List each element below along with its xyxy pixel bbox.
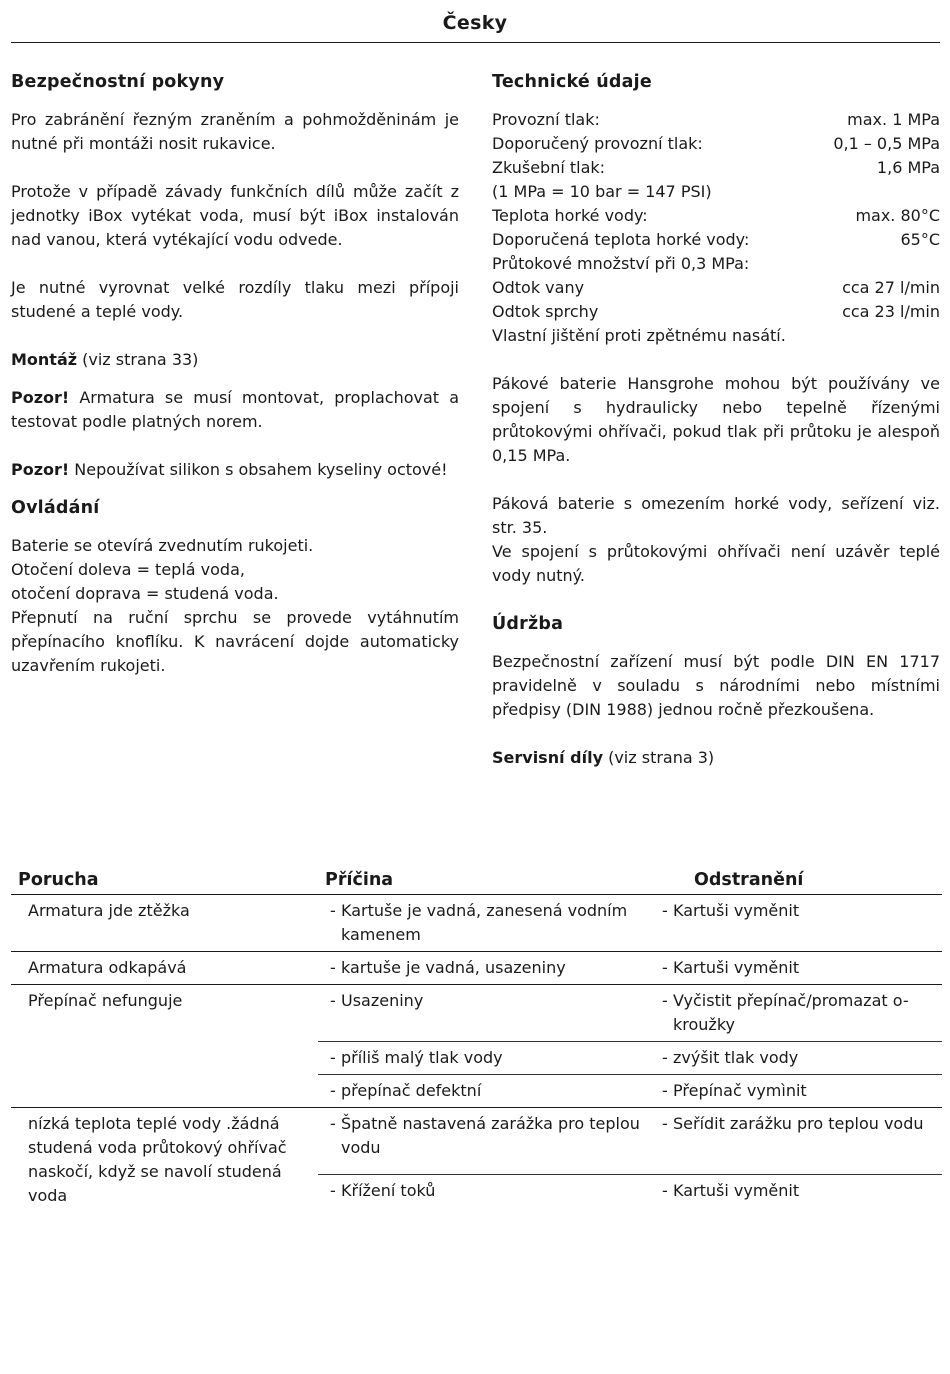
tech-heading: Technické údaje: [492, 72, 652, 92]
operation-line-3: otočení doprava = studená voda.: [11, 584, 279, 603]
tech-paragraph-2: Páková baterie s omezením horké vody, seřízení viz. str. 35.: [492, 494, 940, 537]
maintenance-heading: Údržba: [492, 614, 564, 634]
spec-label: Vlastní jištění proti zpětnému nasátí.: [492, 326, 786, 345]
header-fault: Porucha: [11, 866, 318, 895]
warning-1-label: Pozor!: [11, 388, 70, 407]
service-page-ref: (viz strana 3): [603, 748, 715, 767]
spec-value: 65°C: [900, 230, 940, 249]
table-row: [11, 895, 942, 952]
safety-paragraph-1: Pro zabránění řezným zraněním a pohmožděninám je nutné při montáži nosit rukavice.: [11, 110, 459, 153]
tech-paragraph-3: Ve spojení s průtokovými ohřívači není uzávěr teplé vody nutný.: [492, 542, 940, 585]
fix-cell: - Vyčistit přepínač/promazat o-kroužky: [662, 985, 942, 1042]
table-header-row: [11, 866, 942, 895]
safety-paragraph-2: Protože v případě závady funkčních dílů může začít z jednotky iBox vytékat voda, musí být iBox instalován nad vanou, která vytékající vodu odvede.: [11, 182, 459, 249]
spec-row: [492, 180, 940, 204]
warning-2-label: Pozor!: [11, 460, 70, 479]
spec-label: Teplota horké vody:: [492, 206, 648, 225]
operation-heading: Ovládání: [11, 498, 100, 518]
spec-row: [492, 228, 940, 252]
troubleshooting-table: [11, 866, 942, 1212]
spec-value: 0,1 – 0,5 MPa: [833, 134, 940, 153]
spec-value: max. 80°C: [855, 206, 940, 225]
spec-row: [492, 252, 940, 276]
safety-heading: Bezpečnostní pokyny: [11, 72, 225, 92]
maintenance-paragraph: Bezpečnostní zařízení musí být podle DIN EN 1717 pravidelně v souladu s národními nebo místními předpisy (DIN 1988) jednou ročně přezkoušena.: [492, 652, 940, 719]
operation-line-4: Přepnutí na ruční sprchu se provede vytáhnutím přepínacího knoflíku. K navrácení dojde automaticky uzavřením rukojeti.: [11, 608, 459, 675]
fix-cell: - Kartuši vyměnit: [662, 895, 942, 952]
service-heading: Servisní díly: [492, 748, 603, 767]
warning-2-text: Nepoužívat silikon s obsahem kyseliny octové!: [69, 460, 448, 479]
fix-cell: - Přepínač vymìnit: [662, 1075, 942, 1108]
assembly-page-ref: (viz strana 33): [77, 350, 199, 369]
assembly-line: [11, 348, 459, 372]
service-line: [492, 746, 940, 770]
spec-label: Doporučená teplota horké vody:: [492, 230, 750, 249]
safety-paragraph-3: Je nutné vyrovnat velké rozdíly tlaku mezi přípoji studené a teplé vody.: [11, 278, 459, 321]
fault-cell: Armatura jde ztěžka: [11, 895, 318, 952]
spec-value: cca 23 l/min: [842, 302, 940, 321]
spec-label: Odtok sprchy: [492, 302, 599, 321]
fix-cell: - Kartuši vyměnit: [662, 952, 942, 985]
warning-1: [11, 386, 459, 434]
fix-cell: - Seřídit zarážku pro teplou vodu: [662, 1108, 942, 1175]
fault-cell: Přepínač nefunguje: [11, 985, 318, 1108]
assembly-heading: Montáž: [11, 350, 78, 369]
page-title: Česky: [442, 12, 508, 34]
warning-2: [11, 458, 459, 482]
spec-row: [492, 132, 940, 156]
tech-paragraph-1: Pákové baterie Hansgrohe mohou být používány ve spojení s hydraulicky nebo tepelně řízenými průtokovými ohřívači, pokud tlak při průtoku je alespoň 0,15 MPa.: [492, 374, 940, 465]
fault-cell: Armatura odkapává: [11, 952, 318, 985]
fault-cell: nízká teplota teplé vody .žádná studená voda průtokový ohřívač naskočí, když se navolí studená voda: [28, 1114, 287, 1205]
spec-row: [492, 108, 940, 132]
table-row: [11, 1108, 942, 1175]
spec-row: [492, 204, 940, 228]
table-row: [11, 952, 942, 985]
cause-cell: - přepínač defektní: [318, 1075, 662, 1108]
cause-cell: - Křížení toků: [330, 1180, 436, 1200]
fix-cell: - zvýšit tlak vody: [662, 1042, 942, 1075]
spec-row: [492, 300, 940, 324]
spec-row: [492, 276, 940, 300]
right-column: [492, 70, 940, 770]
cause-cell: - příliš malý tlak vody: [318, 1042, 662, 1075]
warning-1-text: Armatura se musí montovat, proplachovat a testovat podle platných norem.: [11, 388, 459, 431]
spec-value: cca 27 l/min: [842, 278, 940, 297]
header-rule: [11, 42, 940, 43]
spec-list: [492, 108, 940, 348]
spec-label: Odtok vany: [492, 278, 585, 297]
spec-label: Zkušební tlak:: [492, 158, 606, 177]
spec-label: Doporučený provozní tlak:: [492, 134, 703, 153]
spec-value: max. 1 MPa: [847, 110, 940, 129]
spec-label: Provozní tlak:: [492, 110, 600, 129]
left-column: [11, 70, 459, 678]
spec-label: Průtokové množství při 0,3 MPa:: [492, 254, 750, 273]
spec-value: 1,6 MPa: [876, 158, 940, 177]
table-row: [11, 985, 942, 1042]
operation-line-2: Otočení doleva = teplá voda,: [11, 560, 245, 579]
header-cause: Příčina: [318, 866, 662, 895]
fix-cell: - Kartuši vyměnit: [662, 1180, 800, 1200]
cause-cell: - Špatně nastavená zarážka pro teplou vodu: [318, 1108, 662, 1175]
cause-cell: - Usazeniny: [318, 985, 662, 1042]
spec-label: (1 MPa = 10 bar = 147 PSI): [492, 182, 712, 201]
cause-cell: - kartuše je vadná, usazeniny: [318, 952, 662, 985]
operation-line-1: Baterie se otevírá zvednutím rukojeti.: [11, 536, 314, 555]
header-fix: Odstranění: [662, 866, 942, 895]
cause-cell: - Kartuše je vadná, zanesená vodním kamenem: [318, 895, 662, 952]
spec-row: [492, 156, 940, 180]
spec-row: [492, 324, 940, 348]
